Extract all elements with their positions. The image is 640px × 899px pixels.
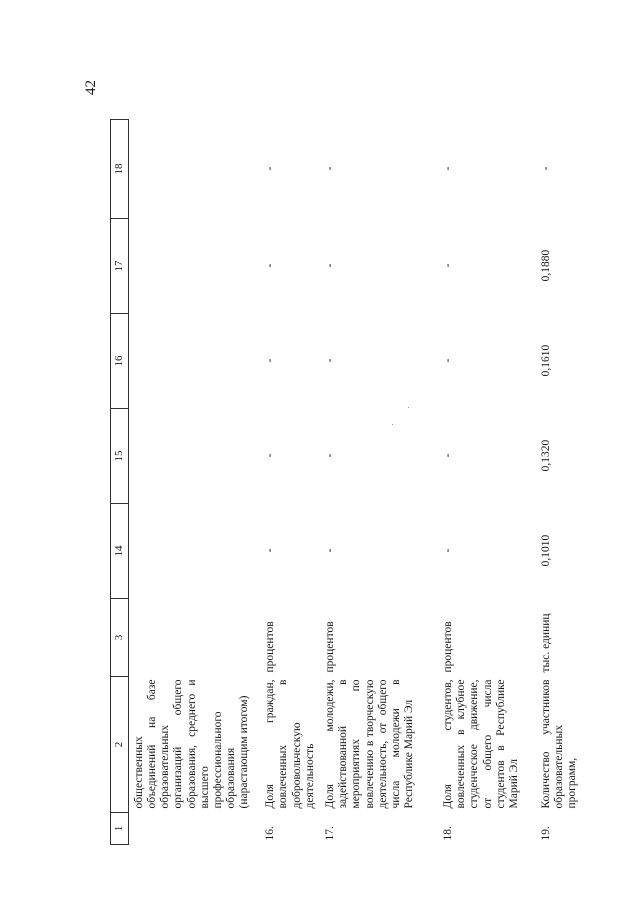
value-2015: -	[442, 453, 455, 458]
value-2017: -	[324, 263, 337, 268]
header-cell: 1	[111, 813, 129, 845]
indicator-name: Доля студентов, вовлеченных в клубное студенческое движение, от общего числа студентов в Республике Марий Эл	[442, 679, 521, 809]
indicator-name: Доля молодежи, задействованной в мероприятиях по вовлечению в творческую деятельность, от общего числа молодежи в Республике Марий Эл	[324, 679, 416, 809]
value-2015: -	[264, 453, 277, 458]
indicator-name: Количество участников образовательных программ,	[540, 679, 579, 809]
unit-cell: процентов	[324, 621, 337, 673]
indicators-table	[110, 119, 586, 845]
value-2018: -	[442, 166, 455, 171]
unit-cell: процентов	[442, 621, 455, 673]
table-row	[260, 120, 320, 845]
value-2014: -	[264, 548, 277, 553]
header-cell: 18	[111, 120, 129, 219]
value-2016	[128, 314, 260, 409]
row-number: 17.	[324, 826, 337, 841]
table-row	[128, 120, 260, 845]
value-2017: -	[442, 263, 455, 268]
value-2016: -	[324, 358, 337, 363]
value-2016: 0,1610	[540, 344, 553, 377]
row-number: 19.	[540, 826, 553, 841]
header-cell: 3	[111, 599, 129, 677]
row-number	[128, 813, 260, 845]
value-2018: -	[264, 166, 277, 171]
rotated-table-frame	[75, 80, 635, 845]
value-2014	[128, 504, 260, 599]
indicator-name: общественных объединений на базе образовательных организаций общего образования, среднего и высшего профессионального образования (нарастающим итогом)	[132, 679, 251, 809]
unit-cell	[128, 599, 260, 677]
value-2017	[128, 219, 260, 314]
value-2016: -	[442, 358, 455, 363]
header-cell: 17	[111, 219, 129, 314]
row-number: 18.	[442, 826, 455, 841]
value-2015	[128, 409, 260, 504]
indicator-name: Доля граждан, вовлеченных в добровольческую деятельность	[264, 679, 316, 809]
value-2014: -	[324, 548, 337, 553]
value-2016: -	[264, 358, 277, 363]
row-number: 16.	[264, 826, 277, 841]
value-2017: -	[264, 263, 277, 268]
value-2014: -	[442, 548, 455, 553]
value-2015: 0,1320	[540, 439, 553, 472]
page-number: 42	[83, 80, 99, 95]
table-row	[438, 120, 536, 845]
table-row	[320, 120, 438, 845]
table-row	[536, 120, 586, 845]
unit-cell: тыс. единиц	[540, 613, 553, 673]
header-cell: 16	[111, 314, 129, 409]
value-2015: -	[324, 453, 337, 458]
value-2017: 0,1880	[540, 249, 553, 282]
value-2018: -	[324, 166, 337, 171]
header-cell: 14	[111, 504, 129, 599]
table-header-row	[111, 120, 129, 845]
unit-cell: процентов	[264, 621, 277, 673]
header-cell: 15	[111, 409, 129, 504]
header-cell: 2	[111, 677, 129, 813]
value-2014: 0,1010	[540, 534, 553, 567]
value-2018	[128, 120, 260, 219]
value-2018: -	[540, 166, 553, 171]
